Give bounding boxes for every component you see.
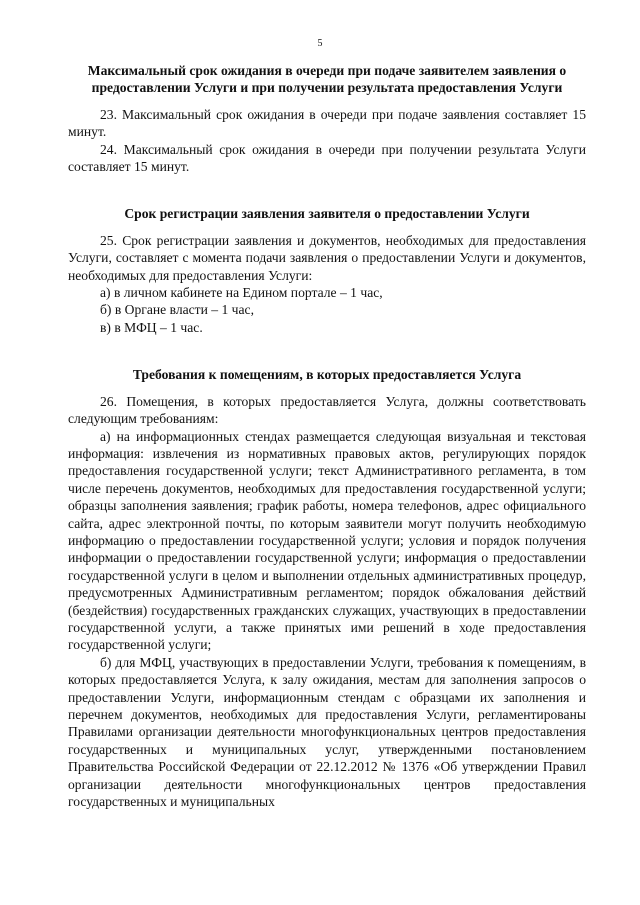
paragraph-26-a: а) на информационных стендах размещается следующая визуальная и текстовая информация: извлечения из нормативных правовых актов, регулирующих порядок предоставления государственной услуги; текст Административного регламента, в том числе перечень документов, необходимых для предоставления государственной услуги; образцы заполнения заявления; график работы, номера телефонов, адрес официального сайта, адрес электронной почты, по которым заявители могут получить необходимую информацию о предоставлении государственной услуги; условия и порядок получения информации о предоставлении государственной услуги; информация о предоставлении государственной услуги в целом и выполнении отдельных административных процедур, предусмотренных Административным регламентом; порядок обжалования действий (бездействия) государственных гражданских служащих, участвующих в предоставлении государственной услуги, а также принятых ими решений в ходе предоставления государственной услуги; — [68, 428, 586, 653]
document-body — [68, 62, 586, 810]
paragraph-26-b: б) для МФЦ, участвующих в предоставлении Услуги, требования к помещениям, в которых предоставляется Услуга, к залу ожидания, местам для заполнения запросов о предоставлении Услуги, информационным стендам с образцами их заполнения и перечнем документов, необходимых для предоставления Услуги, регламентированы Правилами организации деятельности многофункциональных центров предоставления государственных и муниципальных услуг, утвержденными постановлением Правительства Российской Федерации от 22.12.2012 № 1376 «Об утверждении Правил организации деятельности многофункциональных центров предоставления государственных и муниципальных — [68, 654, 586, 810]
paragraph-25-c: в) в МФЦ – 1 час. — [100, 319, 203, 335]
section-heading-premises: Требования к помещениям, в которых предоставляется Услуга — [132, 367, 522, 383]
section-heading-registration: Срок регистрации заявления заявителя о предоставлении Услуги — [124, 206, 530, 222]
paragraph-24: 24. Максимальный срок ожидания в очереди при получении результата Услуги составляет 15 минут. — [68, 141, 586, 175]
paragraph-26: 26. Помещения, в которых предоставляется Услуга, должны соответствовать следующим требованиям: — [68, 393, 586, 427]
paragraph-25-a: а) в личном кабинете на Едином портале – 1 час, — [100, 285, 383, 301]
paragraph-23: 23. Максимальный срок ожидания в очереди при подаче заявления составляет 15 минут. — [68, 106, 586, 140]
section-heading-queue: Максимальный срок ожидания в очереди при подаче заявителем заявления о предоставлении Услуги и при получении результата предоставления Услуги — [87, 63, 567, 96]
paragraph-25-b: б) в Органе власти – 1 час, — [100, 302, 254, 318]
page-number: 5 — [317, 38, 323, 49]
paragraph-25: 25. Срок регистрации заявления и документов, необходимых для предоставления Услуги, составляет с момента подачи заявления о предоставлении Услуги и документов, необходимых для предоставления Услуги: — [68, 232, 586, 283]
